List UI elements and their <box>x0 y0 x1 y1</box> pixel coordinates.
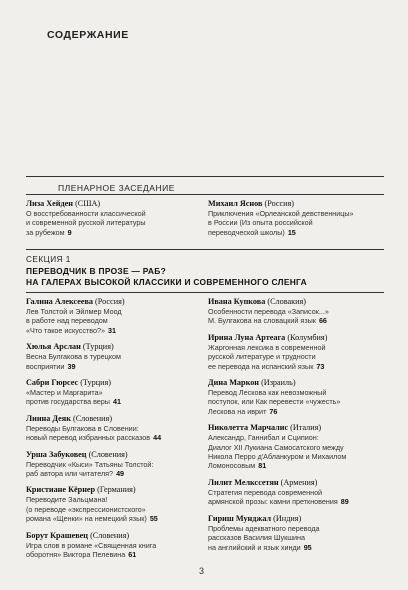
entry-title-line <box>26 218 202 227</box>
title-text: Особенности перевода «Записок...» <box>208 307 329 316</box>
entry-title-line <box>208 443 384 452</box>
author-name: Галина Алексеева <box>26 297 93 306</box>
entry-title-line <box>26 495 202 504</box>
author-country: (Колумбия) <box>285 332 328 342</box>
entry-author <box>208 514 384 524</box>
author-country: (Словакия) <box>265 297 306 306</box>
section-left-column <box>26 297 202 567</box>
toc-entry <box>208 297 384 326</box>
entry-title-line <box>26 307 202 316</box>
author-country: (Словения) <box>88 530 130 540</box>
author-country: (Словения) <box>70 413 113 423</box>
author-country: (Германия) <box>95 485 136 495</box>
title-text: Жаргонная лексика в современной <box>208 342 326 352</box>
title-text: русской литературе и трудности <box>208 352 316 362</box>
title-text: новый перевод избранных рассказов <box>26 433 151 443</box>
entry-author <box>26 450 202 460</box>
title-text: Проблемы адекватного перевода <box>208 523 320 533</box>
author-name: Ивана Купкова <box>208 297 266 306</box>
toc-entry <box>208 333 384 371</box>
entry-title-line <box>208 452 384 461</box>
title-text: Весна Булгакова в турецком <box>26 352 121 362</box>
author-country: (Россия) <box>262 199 295 208</box>
title-text: за рубежом <box>26 227 65 237</box>
plenary-label: ПЛЕНАРНОЕ ЗАСЕДАНИЕ <box>58 183 175 193</box>
entry-page-number[interactable]: 66 <box>318 316 327 326</box>
entry-page-number[interactable]: 31 <box>107 325 116 335</box>
plenary-bottom-rule <box>26 194 384 195</box>
author-name: Хюлья Арслан <box>26 342 81 352</box>
entry-title-line <box>208 316 384 325</box>
entry-title-line <box>26 424 202 433</box>
toc-entry <box>208 199 384 237</box>
entry-author <box>208 199 384 209</box>
title-text: рассказов Василия Шукшина <box>208 533 305 543</box>
toc-entry <box>208 378 384 416</box>
title-text: армянской прозы: камни преткновения <box>208 497 338 507</box>
entry-title-line <box>26 228 202 237</box>
title-text: «Что такое искусство?» <box>26 325 105 335</box>
section-label: СЕКЦИЯ 1 <box>26 255 71 264</box>
entry-title-line <box>26 209 202 218</box>
title-text: Никола Перро д'Абланкуром и Михаилом <box>208 452 347 462</box>
author-name: Урша Забуковец <box>26 449 87 459</box>
entry-page-number[interactable]: 39 <box>67 361 76 371</box>
entry-page-number[interactable]: 95 <box>303 542 312 552</box>
title-text: Лескова на иврит <box>208 406 267 416</box>
author-name: Михаил Яснов <box>208 199 263 208</box>
title-text: Переводите Зальцмана! <box>26 495 108 505</box>
section-bottom-rule <box>26 292 384 293</box>
entry-title-line <box>26 326 202 335</box>
entry-author <box>26 342 202 352</box>
title-text: Стратегия перевода современной <box>208 487 323 497</box>
entry-title-line <box>208 388 384 397</box>
title-text: в России (Из опыта российской <box>208 218 313 228</box>
entry-title-line <box>208 209 384 218</box>
entry-title-line <box>208 433 384 442</box>
entry-title-line <box>208 218 384 227</box>
title-text: Переводы Булгакова в Словении: <box>26 423 139 433</box>
title-text: О восстребованности классической <box>26 209 146 218</box>
entry-page-number[interactable]: 61 <box>128 550 137 560</box>
author-name: Ирина Луна Артеага <box>208 332 286 342</box>
author-name: Лиза Хейден <box>26 199 74 208</box>
entry-title-line <box>208 543 384 552</box>
toc-entry <box>26 414 202 443</box>
author-country: (Индия) <box>271 513 302 523</box>
entry-title-line <box>26 433 202 442</box>
toc-entry <box>26 531 202 560</box>
entry-page-number[interactable]: 73 <box>316 361 325 371</box>
title-text: и современной русской литературы <box>26 218 146 228</box>
title-text: восприятии <box>26 361 65 371</box>
entry-author <box>26 199 202 209</box>
entry-author <box>26 485 202 495</box>
title-text: романа «Щенки» на немецкий язык) <box>26 514 147 524</box>
toc-entry <box>26 378 202 407</box>
title-text: Александр, Ганнибал и Сципион: <box>208 433 319 443</box>
title-text: против государства веры <box>26 397 110 407</box>
section-right-column <box>208 297 384 559</box>
entry-title-line <box>208 461 384 470</box>
entry-author <box>208 478 384 488</box>
entry-title-line <box>208 307 384 316</box>
entry-title-line <box>26 352 202 361</box>
plenary-left-column <box>26 199 202 244</box>
author-name: Лилит Мелкссетян <box>208 477 279 487</box>
title-text: переводческой школы) <box>208 227 285 237</box>
author-country: (Турция) <box>80 342 114 352</box>
title-text: на английский и язык хинди <box>208 542 301 552</box>
entry-title-line <box>208 497 384 506</box>
author-country: (Израиль) <box>259 378 296 388</box>
entry-title-line <box>26 397 202 406</box>
title-text: Ломоносовым <box>208 461 256 471</box>
title-text: оборотня» Виктора Пелевина <box>26 550 126 560</box>
author-name: Дина Маркон <box>208 378 260 388</box>
title-text: Приключения «Орлеанской девственницы» <box>208 209 354 218</box>
entry-title-line <box>208 343 384 352</box>
toc-entry <box>208 514 384 552</box>
plenary-right-column <box>208 199 384 244</box>
entry-page-number[interactable]: 76 <box>269 406 278 416</box>
toc-title: СОДЕРЖАНИЕ <box>47 29 129 41</box>
title-text: поступок, или Как перевести «чужесть» <box>208 397 341 407</box>
entry-title-line <box>208 228 384 237</box>
author-country: (Россия) <box>93 297 125 306</box>
toc-entry <box>26 297 202 335</box>
title-text: ее перевода на испанский язык <box>208 361 314 371</box>
entry-title-line <box>208 533 384 542</box>
entry-title-line <box>208 362 384 371</box>
title-text: Перевод Лескова как невозможный <box>208 388 327 398</box>
entry-author <box>26 378 202 388</box>
entry-title-line <box>208 397 384 406</box>
entry-title-line <box>26 514 202 523</box>
title-text: (о переводе «экспрессионистского» <box>26 504 146 514</box>
entry-title-line <box>26 469 202 478</box>
author-country: (Италия) <box>288 423 322 433</box>
entry-page-number[interactable]: 89 <box>340 497 349 507</box>
entry-author <box>208 333 384 343</box>
section-top-rule <box>26 249 384 250</box>
entry-author <box>26 414 202 424</box>
toc-entry <box>26 199 202 237</box>
title-text: Лев Толстой и Эйлмер Моод <box>26 307 122 316</box>
toc-entry <box>26 485 202 523</box>
entry-author <box>208 378 384 388</box>
author-name: Гириш Мунджал <box>208 513 272 523</box>
entry-title-line <box>26 460 202 469</box>
toc-entry <box>208 478 384 507</box>
entry-title-line <box>26 316 202 325</box>
section-title-line: ПЕРЕВОДЧИК В ПРОЗЕ — РАБ? <box>26 266 166 276</box>
entry-title-line <box>208 524 384 533</box>
entry-title-line <box>208 407 384 416</box>
entry-page-number[interactable]: 49 <box>116 469 125 479</box>
title-text: в работе над переводом <box>26 316 108 326</box>
author-name: Кристиане Кёрнер <box>26 485 96 495</box>
entry-title-line <box>26 505 202 514</box>
entry-title-line <box>208 352 384 361</box>
entry-page-number[interactable]: 81 <box>258 461 267 471</box>
author-country: (Турция) <box>78 378 111 388</box>
author-name: Сабри Гюрсес <box>26 378 79 388</box>
entry-author <box>208 297 384 307</box>
title-text: Диалог XII Лукиана Самосатского между <box>208 442 344 452</box>
toc-entry <box>26 342 202 371</box>
section-title-line: НА ГАЛЕРАХ ВЫСОКОЙ КЛАССИКИ И СОВРЕМЕННОГО СЛЕНГА <box>26 276 307 287</box>
section-title <box>26 266 307 287</box>
page-number: 3 <box>199 566 205 576</box>
entry-page-number[interactable]: 41 <box>112 397 121 407</box>
title-text: М. Булгакова на словацкий язык <box>208 316 316 326</box>
title-text: «Мастер и Маргарита» <box>26 388 103 398</box>
entry-author <box>208 423 384 433</box>
entry-page-number[interactable]: 44 <box>153 433 162 443</box>
author-name: Борут Крашевец <box>26 530 89 540</box>
entry-title-line <box>26 362 202 371</box>
title-text: Игра слов в романе «Священная книга <box>26 540 157 550</box>
author-country: (Словения) <box>86 449 128 459</box>
author-name: Николетта Марчалис <box>208 423 289 433</box>
plenary-top-rule <box>26 176 384 177</box>
entry-page-number[interactable]: 55 <box>149 514 158 524</box>
author-country: (Армения) <box>278 477 318 487</box>
entry-author <box>26 297 202 307</box>
toc-entry <box>208 423 384 471</box>
entry-title-line <box>208 488 384 497</box>
toc-entry <box>26 450 202 479</box>
entry-title-line <box>26 550 202 559</box>
title-text: раб автора или читателя? <box>26 469 114 479</box>
title-text: Переводчик «Кыси» Татьяны Толстой: <box>26 459 154 469</box>
entry-title-line <box>26 388 202 397</box>
entry-page-number[interactable]: 9 <box>67 227 72 237</box>
author-country: (США) <box>73 199 101 208</box>
author-name: Лиина Деяк <box>26 413 71 423</box>
entry-page-number[interactable]: 15 <box>287 227 296 237</box>
entry-title-line <box>26 541 202 550</box>
entry-author <box>26 531 202 541</box>
